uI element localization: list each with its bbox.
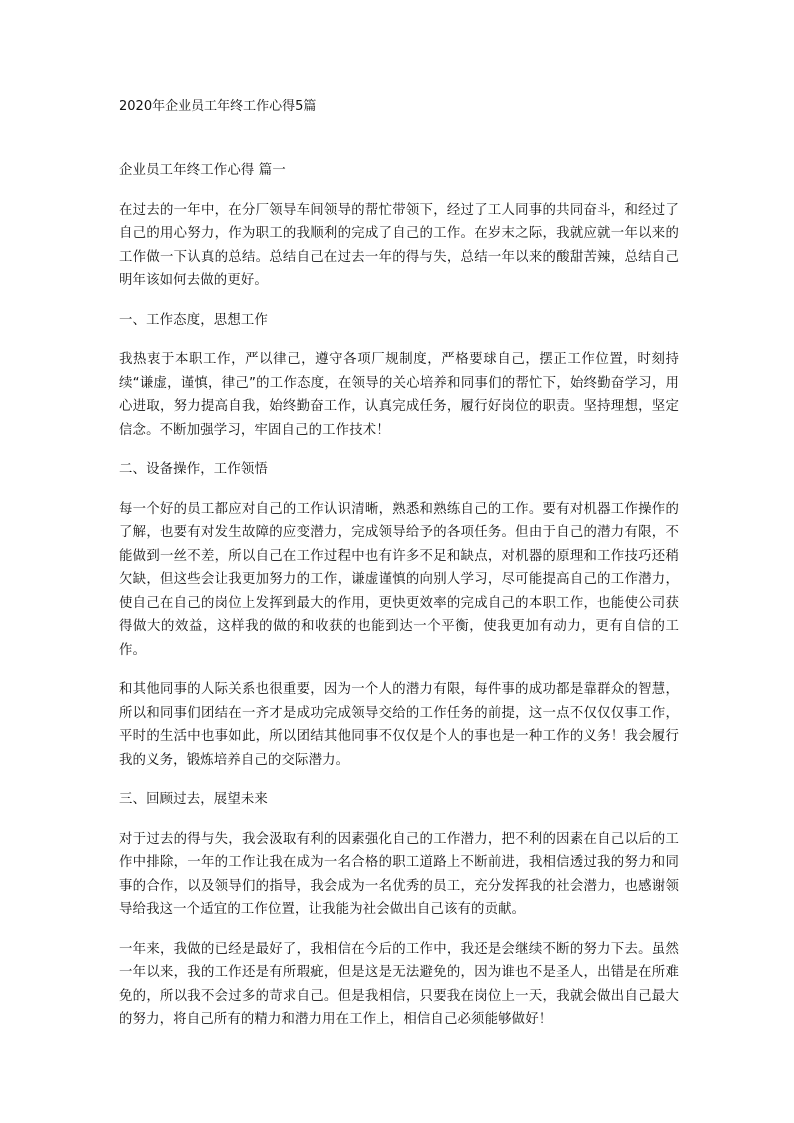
section-heading-work-attitude: 一、工作态度，思想工作 [119, 312, 268, 328]
document-body [119, 159, 679, 1048]
body-paragraph: 在过去的一年中，在分厂领导车间领导的帮忙带领下，经过了工人同事的共同奋斗，和经过了自己的用心努力，作为职工的我顺利的完成了自己的工作。在岁末之际，我就应就一年以来的工作做一下认真的总结。总结自己在过去一年的得与失，总结一年以来的酸甜苦辣，总结自己明年该如何去做的更好。 [119, 202, 679, 288]
body-paragraph: 每一个好的员工都应对自己的工作认识清晰，熟悉和熟练自己的工作。要有对机器工作操作的了解，也要有对发生故障的应变潜力，完成领导给予的各项任务。但由于自己的潜力有限，不能做到一丝不差，所以自己在工作过程中也有许多不足和缺点，对机器的原理和工作技巧还稍欠缺，但这些会让我更加努力的工作，谦虚谨慎的向别人学习，尽可能提高自己的工作潜力，使自己在自己的岗位上发挥到最大的作用，更快更效率的完成自己的本职工作，也能使公司获得做大的效益，这样我的做的和收获的也能到达一个平衡，使我更加有动力，更有自信的工作。 [119, 501, 679, 658]
section-heading-part-one: 企业员工年终工作心得 篇一 [119, 163, 286, 178]
body-paragraph: 我热衷于本职工作，严以律己，遵守各项厂规制度，严格要球自己，摆正工作位置，时刻持续“谦虚，谨慎，律己”的工作态度，在领导的关心培养和同事们的帮忙下，始终勤奋学习，用心进取，努力提高自我，始终勤奋工作，认真完成任务，履行好岗位的职责。坚持理想，坚定信念。不断加强学习，牢固自己的工作技术！ [119, 352, 679, 438]
body-paragraph: 对于过去的得与失，我会汲取有利的因素强化自己的工作潜力，把不利的因素在自己以后的工作中排除，一年的工作让我在成为一名合格的职工道路上不断前进，我相信透过我的努力和同事的合作，以及领导们的指导，我会成为一名优秀的员工，充分发挥我的社会潜力，也感谢领导给我这一个适宜的工作位置，让我能为社会做出自己该有的贡献。 [119, 831, 679, 917]
body-paragraph: 和其他同事的人际关系也很重要，因为一个人的潜力有限，每件事的成功都是靠群众的智慧，所以和同事们团结在一齐才是成功完成领导交给的工作任务的前提，这一点不仅仅仅事工作，平时的生活中也事如此，所以团结其他同事不仅仅是个人的事也是一种工作的义务！我会履行我的义务，锻炼培养自己的交际潜力。 [119, 682, 679, 768]
body-paragraph: 一年来，我做的已经是最好了，我相信在今后的工作中，我还是会继续不断的努力下去。虽然一年以来，我的工作还是有所瑕疵，但是这是无法避免的，因为谁也不是圣人，出错是在所难免的，所以我不会过多的苛求自己。但是我相信，只要我在岗位上一天，我就会做出自己最大的努力，将自己所有的精力和潜力用在工作上，相信自己必须能够做好！ [119, 941, 679, 1027]
section-heading-equipment-operation: 二、设备操作，工作领悟 [119, 462, 268, 477]
section-heading-review-outlook: 三、回顾过去，展望未来 [119, 792, 268, 807]
document-title: 2020年企业员工年终工作心得5篇 [119, 99, 317, 114]
